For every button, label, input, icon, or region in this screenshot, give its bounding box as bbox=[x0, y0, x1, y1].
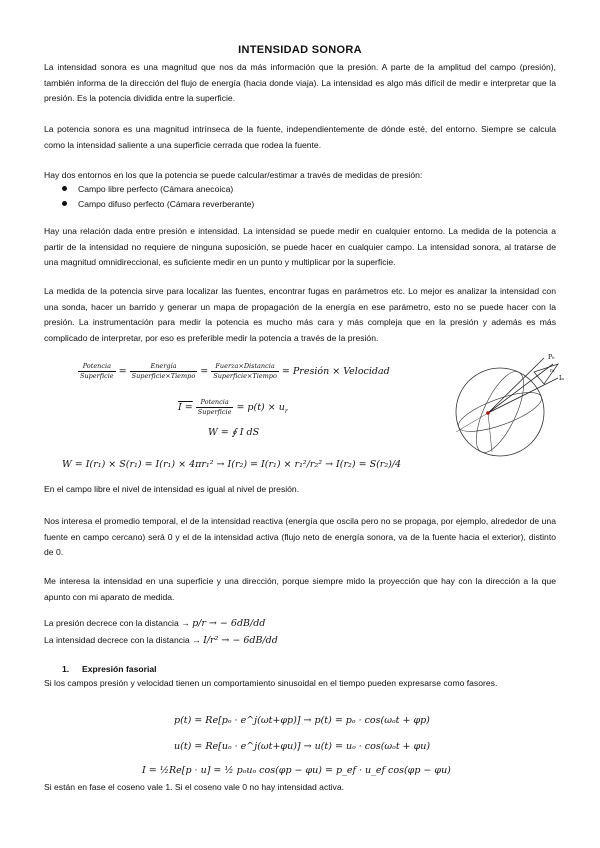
surface-element bbox=[534, 364, 558, 384]
figure-label: P₀ bbox=[548, 354, 555, 361]
bullet-icon bbox=[62, 186, 67, 191]
equation-power-ratio: $\frac{\text{Potencia}}{\text{Superficie}}$ = $\frac{\text{Energía}}{\text{Superficie×Tiempo}}$ = $\frac{\text{Fuerza×Distancia}}{\text{Superficie×Tiempo}}$ = Presión × Velocidad bbox=[80, 362, 390, 380]
paragraph-relacion: Hay una relación dada entre presión e intensidad. La intensidad se puede medir en cualquier entorno. La medida de la potencia a partir de la intensidad no requiere de ninguna suposición, se puede hacer en cualquier campo. La intensidad sonora, al tratarse de una magnitud omnidireccional, es suficiente medir en un punto y multiplicar por la superficie. bbox=[44, 226, 556, 268]
page-title: INTENSIDAD SONORA bbox=[238, 44, 362, 56]
paragraph-fasores: Si los campos presión y velocidad tienen un comportamiento sinusoidal en el tiempo pueden expresarse como fasores. bbox=[44, 678, 498, 688]
equation-phasor-pressure: p(t) = Re[pₒ · e^j(ωt+φp)] → p(t) = pₒ · cos(ωₒt + φp) bbox=[174, 715, 430, 726]
paragraph-entornos: Hay dos entornos en los que la potencia se puede calcular/estimar a través de medidas de presión: bbox=[44, 170, 423, 180]
fraction: $\frac{\text{Potencia}}{\text{Superficie}}$ bbox=[197, 398, 232, 416]
sphere-equator bbox=[454, 385, 546, 440]
equation-power-integral: W = ∮ I dS bbox=[208, 427, 260, 438]
sphere-diagram bbox=[448, 350, 568, 460]
axis-line bbox=[488, 413, 492, 452]
paragraph-superficie: Me interesa la intensidad en una superficie y una dirección, porque siempre mido la proyección que hay con la dirección a la que apunto con mi aparato de medida. bbox=[44, 576, 556, 602]
equation-phasor-velocity: u(t) = Re[uₒ · e^j(ωt+φu)] → u(t) = uₒ · cos(ωₒt + φu) bbox=[174, 741, 431, 752]
paragraph-medida: La medida de la potencia sirve para localizar las fuentes, encontrar fugas en parámetros etc. Lo mejor es analizar la intensidad con una sonda, hacer un barrido y generar un mapa de propagación de la energía en ese parámetro, esto no se puede hacer con la presión. La instrumentación para medir la potencia es mucho más cara y más compleja que en la presión y además es más complicado de interpretar, por eso es preferible medir la potencia a través de la presión. bbox=[44, 286, 556, 343]
paragraph-campo-libre: En el campo libre el nivel de intensidad es igual al nivel de presión. bbox=[44, 484, 300, 494]
axis-line bbox=[456, 413, 488, 432]
equation-power-spheres: W = I(r₁) × S(r₁) = I(r₁) × 4πr₁² → I(r₂) = I(r₁) × r₁²/r₂² → I(r₂) = S(r₂)/4 bbox=[62, 459, 402, 470]
equation-intensity: I = $\frac{\text{Potencia}}{\text{Superficie}}$ = $p(t) \times u_r$ bbox=[178, 398, 288, 416]
decay-intensity: La intensidad decrece con la distancia → I/r² → − 6dB/dd bbox=[44, 635, 278, 646]
paragraph-potencia: La potencia sonora es una magnitud intrínseca de la fuente, independientemente de dónde esté, del entorno. Siempre se calcula como la intensidad saliente a una superficie cerrada que rodea la fuente. bbox=[44, 124, 556, 150]
paragraph-promedio: Nos interesa el promedio temporal, el de la intensidad reactiva (energía que oscila pero no se propaga, por ejemplo, alrededor de una fuente en campo cercano) será 0 y el de la intensidad activa (flujo neto de energía sonora, va de la fuente hacia el exterior), distinto de 0. bbox=[44, 516, 556, 558]
figure-label: Iₙ bbox=[559, 375, 564, 382]
sphere-meridian bbox=[467, 365, 533, 458]
fraction: $\frac{\text{Energía}}{\text{Superficie×Tiempo}}$ bbox=[131, 362, 196, 380]
bullet-item: Campo libre perfecto (Cámara anecoica) bbox=[62, 182, 233, 197]
figure-label: r₀ bbox=[550, 368, 555, 374]
intensity-vector bbox=[488, 378, 558, 413]
paragraph-fase: Si están en fase el coseno vale 1. Si el coseno vale 0 no hay intensidad activa. bbox=[44, 782, 345, 792]
equation-phasor-intensity: I = ½Re[p · u] = ½ pₒuₒ cos(φp − φu) = p_ef · u_ef cos(φp − φu) bbox=[142, 765, 451, 776]
fraction: $\frac{\text{Fuerza×Distancia}}{\text{Superficie×Tiempo}}$ bbox=[213, 362, 277, 380]
bullet-icon bbox=[62, 201, 67, 206]
decay-pressure: La presión decrece con la distancia → p/r → − 6dB/dd bbox=[44, 618, 266, 629]
section-heading: 1. Expresión fasorial bbox=[62, 664, 157, 674]
fraction: $\frac{\text{Potencia}}{\text{Superficie}}$ bbox=[80, 362, 114, 380]
paragraph-intro: La intensidad sonora es una magnitud que nos da más información que la presión. A parte de la amplitud del campo (presión), también informa de la dirección del flujo de energía (hacia donde viaja). La intensidad es algo más difícil de medir e interpretar que la presión. Es la potencia dividida entre la superficie. bbox=[44, 62, 556, 104]
bullet-item: Campo difuso perfecto (Cámara reverberante) bbox=[62, 197, 254, 212]
